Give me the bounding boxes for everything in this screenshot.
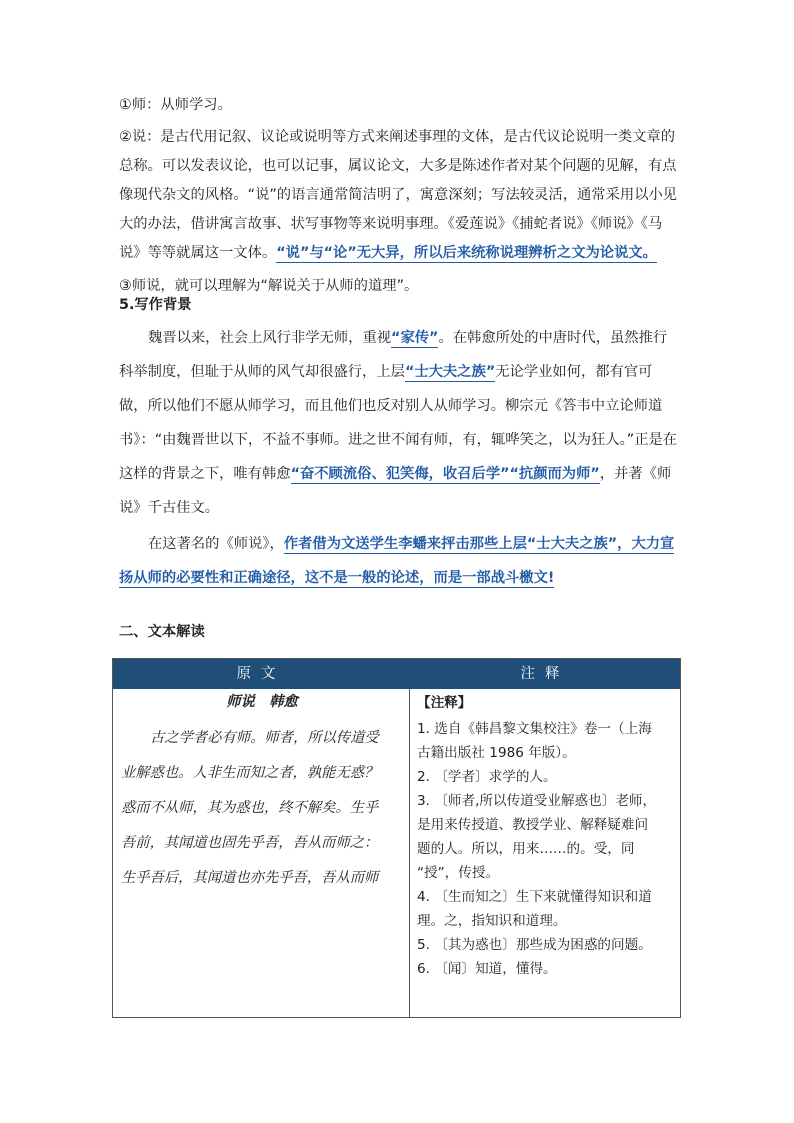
annotation-line: 题的人。所以，用来……的。受，同 bbox=[417, 841, 635, 857]
bg-text-d: ，并著《师说》千古佳文。 bbox=[119, 466, 672, 516]
header-original-text: 原文 bbox=[236, 666, 286, 682]
annotation-line: 5. 〔其为惑也〕那些成为困惑的问题。 bbox=[417, 937, 652, 953]
annotation-line: 3. 〔师者,所以传道受业解惑也〕老师， bbox=[417, 793, 657, 809]
annotation-line: 6. 〔闻〕知道，懂得。 bbox=[417, 961, 557, 977]
bg-highlight-jiachuan: “家传” bbox=[391, 330, 439, 346]
note-2 bbox=[119, 123, 679, 268]
annotation-line: 理。之，指知识和道理。 bbox=[417, 913, 567, 929]
annotation-line: 1. 选自《韩昌黎文集校注》卷一（上海 bbox=[417, 721, 652, 737]
bg-highlight-hanyu: “奋不顾流俗、犯笑侮，收召后学”“抗颜而为师” bbox=[290, 466, 600, 482]
background-heading: 5.写作背景 bbox=[119, 297, 192, 313]
note-1: ①师：从师学习。 bbox=[119, 97, 232, 113]
annotation-title: 【注释】 bbox=[417, 695, 472, 711]
text-line: 生乎吾后，其闻道也亦先乎吾，吾从而师 bbox=[121, 870, 379, 886]
text-line: 吾前，其闻道也固先乎吾，吾从而师之： bbox=[121, 835, 379, 851]
column-divider bbox=[409, 689, 410, 1017]
note-3: ③师说，就可以理解为“解说关于从师的道理”。 bbox=[119, 278, 419, 294]
bg-text-c: 无论学业如何，都有官可做，所以他们不愿从师学习，而且他们也反对别人从师学习。柳宗元《答韦中立论师道书》：“由魏晋世以下，不益不事师。进之世不闻有师，有，辄哗笑之，以为狂人。”正是在这样的背景之下，唯有韩愈 bbox=[119, 364, 678, 482]
background-section bbox=[119, 292, 679, 595]
annotation-cell bbox=[417, 689, 679, 981]
note-2-highlight: “说”与“论”无大异，所以后来统称说理辨析之文为论说文。 bbox=[276, 245, 657, 261]
bg-highlight-shidafu: “士大夫之族” bbox=[404, 364, 496, 380]
bg-p2-text: 在这著名的《师说》， bbox=[148, 536, 284, 552]
table-header bbox=[113, 659, 680, 689]
text-title: 师说 韩愈 bbox=[226, 694, 298, 710]
header-annotations: 注释 bbox=[520, 666, 570, 682]
annotation-line: “授”，传授。 bbox=[417, 865, 500, 881]
bg-text-b: 。在韩愈所处的中唐时代，虽然推行科举制度，但耻于从师的风气却很盛行，上层 bbox=[119, 330, 668, 380]
bg-text-a: 魏晋以来，社会上风行非学无师，重视 bbox=[148, 330, 392, 346]
annotation-line: 4. 〔生而知之〕生下来就懂得知识和道 bbox=[417, 889, 652, 905]
note-2-text: ②说：是古代用记叙、议论或说明等方式来阐述事理的文体，是古代议论说明一类文章的总称。可以发表议论，也可以记事，属议论文，大多是陈述作者对某个问题的见解，有点像现代杂文的风格。“说”的语言通常简洁明了，寓意深刻；写法较灵活，通常采用以小见大的办法，借讲寓言故事、状写事物等来说明事理。《爱莲说》《捕蛇者说》《师说》《马说》等等就属这一文体。 bbox=[119, 129, 678, 261]
text-line: 惑而不从师，其为惑也，终不解矣。生乎 bbox=[121, 800, 379, 816]
annotation-line: 是用来传授道、教授学业、解释疑难问 bbox=[417, 817, 649, 833]
text-line: 古之学者必有师。师者，所以传道受 bbox=[150, 730, 379, 746]
text-annotation-table bbox=[112, 658, 681, 1018]
background-paragraph-1 bbox=[119, 321, 679, 525]
annotation-list bbox=[417, 717, 679, 981]
background-paragraph-2 bbox=[119, 527, 679, 595]
bg-p2-highlight: 作者借为文送学生李蟠来抨击那些上层“士大夫之族”，大力宣扬从师的必要性和正确途径，这不是一般的论述，而是一部战斗檄文! bbox=[119, 536, 675, 586]
title-notes bbox=[119, 91, 679, 301]
text-line: 业解惑也。人非生而知之者，孰能无惑？ bbox=[121, 765, 379, 781]
section-2-heading: 二、文本解读 bbox=[119, 624, 205, 640]
original-text-cell bbox=[121, 689, 403, 896]
annotation-line: 古籍出版社 1986 年版）。 bbox=[417, 745, 576, 761]
annotation-line: 2. 〔学者〕求学的人。 bbox=[417, 769, 557, 785]
original-text-body bbox=[121, 721, 403, 896]
